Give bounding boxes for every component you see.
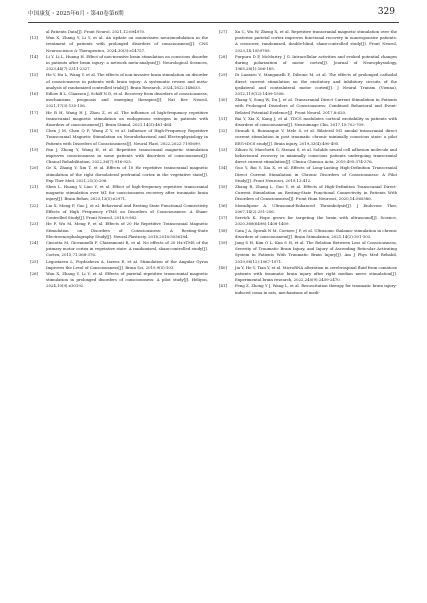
reference-entry xyxy=(30,91,208,110)
reference-number: [23] xyxy=(30,221,38,227)
reference-number: [27] xyxy=(219,29,227,34)
reference-entry xyxy=(30,240,208,259)
reference-text: Legostaeva L, Poydasheva A, Iazeva E, et al. Stimulation of the Angular Gyrus Improves the Level of Consciousness[J]. Brain Sci, 2019,9(5):103. xyxy=(46,258,208,270)
reference-entry xyxy=(30,128,208,147)
reference-entry xyxy=(30,221,208,240)
reference-text: Jang S H, Kim O L, Kim S H, et al. The Relation Between Loss of Consciousness, Severity of Traumatic Brain Injury, and Injury of Ascending Reticular Activating System in Patients With Traumatic Brain Injury[J]. Am J Phys Med Rehabil, 2019,98(12):1067-1071. xyxy=(235,239,397,264)
reference-number: [36] xyxy=(219,202,227,208)
reference-entry xyxy=(219,228,397,240)
reference-text: Bai Y, Xia X, Kang J, et al. TDCS modulates cortical excitability in patients with disorders of consciousness[J]. Neuroimage Clin, 2017,15:702-709. xyxy=(235,115,397,128)
reference-number: [38] xyxy=(219,227,227,233)
reference-number: [37] xyxy=(219,215,227,221)
reference-text: Wan X, Zhang Y, Li Y, et al. An update on noninvasive neuromodulation in the treatment of patients with prolonged disorders of consciousness[J]. CNS Neuroscience & Therapeutics, 2024,30(3):e14757. xyxy=(46,35,208,53)
reference-text: Purpura D P, McMurtry J G. Intracellular activities and evoked potential changes during polarization of motor cortex[J]. Journal of Neurophysiology, 1965,28(1):166-185. xyxy=(235,53,397,72)
reference-text: Jia Y, He Y, Tian Y, et al. MicroRNA alteration in cerebrospinal fluid from comatose patients with traumatic brain injury after right median nerve stimulation[J]. Experimental brain research, 2022,240(9):2459-2470. xyxy=(235,264,397,283)
reference-entry xyxy=(30,35,208,54)
reference-text: Zhang Y, Song W, Du J, et al. Transcranial Direct Current Stimulation in Patients with Prolonged Disorders of Consciousness: Combined Behavioral and Event-Related Potential Evidence[J]. Front Neurol, 2017,8:620. xyxy=(235,97,397,115)
reference-text: Moradipour A. Ultrasound-Enhanced Thrombolysis[J]. J Endovasc Ther, 2007,14(2):251-256. xyxy=(235,202,397,214)
reference-entry xyxy=(219,29,397,54)
reference-entry xyxy=(219,165,397,184)
reference-number: [18] xyxy=(30,128,38,134)
reference-text: Feng Z, Zhong Y J, Wang L, et al. Resuscitation therapy for traumatic brain injury-induced coma in rats, mechanisms of medi- xyxy=(235,283,397,295)
reference-number: [28] xyxy=(219,53,227,59)
reference-text: Servick K. Hope grows for targeting the brain with ultrasound[J]. Science, 2020,368(6498):1408-1409. xyxy=(235,215,397,227)
reference-text: Guo Y, Bai Y, Xia X, et al. Effects of Long-Lasting High-Definition Transcranial Direct Current Stimulation in Chronic Disorders of Consciousness: A Pilot Study[J]. Front Neurosci, 2019,13:412. xyxy=(235,165,397,183)
reference-text: Edlow B L, Claassen J, Schiff N D, et al. Recovery from disorders of consciousness, mechanisms, prognosis and emerging therapies[J]. Nat Rev Neurol, 2021,17(3):135-156. xyxy=(46,91,208,109)
reference-text: al Patients Data[J]. Front Neurol, 2021,12:694970. xyxy=(46,29,146,34)
reference-entry xyxy=(30,184,208,203)
reference-entry xyxy=(219,128,397,147)
reference-text: Straudi S, Bonsangue V, Mele S, et al. Bilateral M1 anodal transcranial direct current stimulation in post traumatic chronic minimally conscious state: a pilot EEG-tDCS study[J]. Brain injury, 2019,33(4):490-495. xyxy=(235,128,397,146)
reference-text: Li Y, Li L, Huang H. Effect of non-invasive brain stimulation on conscious disorder in patients after brain injury: a network meta-analysis[J]. Neurological Sciences, 2023,44(7):2311-2327. xyxy=(46,53,208,72)
reference-text: Wan X, Zhang Y, Li Y, et al. Effects of parietal repetitive transcranial magnetic stimulation in prolonged disorders of consciousness: A pilot study[J]. Heliyon, 2024,10(9):e30192. xyxy=(46,270,208,289)
reference-number: [19] xyxy=(30,146,38,152)
reference-text: Fan J, Zhong Y, Wang H, et al. Repetitive transcranial magnetic stimulation improves consciousness in some patients with disorders of consciousness[J]. Clinical Rehabilitation, 2022,36(7):916-925. xyxy=(46,146,208,165)
reference-entry xyxy=(30,110,208,129)
reference-number: [35] xyxy=(219,184,227,190)
reference-entry xyxy=(30,72,208,91)
reference-entry xyxy=(219,147,397,166)
reference-entry xyxy=(30,203,208,222)
reference-entry xyxy=(219,283,397,295)
reference-number: [31] xyxy=(219,115,227,121)
reference-number: [21] xyxy=(30,184,38,190)
reference-text: Xu C, Wu W, Zheng X, et al. Repetitive transcranial magnetic stimulation over the posterior parietal cortex improves functional recovery in nonresponsive patients: A crossover, randomized, double-blind, sham-controlled study[J]. Front Neurol, 2023,14:1059789. xyxy=(235,29,397,53)
reference-number: [20] xyxy=(30,165,38,171)
reference-number: [26] xyxy=(30,270,38,276)
reference-text: Zhang R, Zhang L, Guo Y, et al. Effects of High-Definition Transcranial Direct-Current Stimulation on Resting-State Functional Connectivity in Patients With Disorders of Consciousness[J]. Front Hum Neurosci, 2020,14:560586. xyxy=(235,184,397,202)
reference-number: [41] xyxy=(219,283,227,289)
reference-number: [14] xyxy=(30,53,38,59)
reference-entry xyxy=(219,240,397,265)
reference-entry xyxy=(30,147,208,166)
reference-number: [34] xyxy=(219,165,227,171)
reference-text: Zilioro N, Marchetti G, Strausi S, et al. Soluble neural cell adhesion molecule and behavioural recovery in minimally conscious patients undergoing transcranial direct current stimulation[J]. Clinica Chimica Acta, 2019,495:374-376. xyxy=(235,146,397,165)
reference-number: [13] xyxy=(30,35,38,41)
reference-text: Ge X, Zhang Y, Xin T, et al. Effects of 10 Hz repetitive transcranial magnetic stimulation of the right dorsolateral prefrontal cortex in the vegetative state[J]. Exp Ther Med, 2021,21(3):206. xyxy=(46,165,208,183)
reference-number: [15] xyxy=(30,72,38,78)
reference-number: [16] xyxy=(30,91,38,97)
references-right-column xyxy=(219,29,397,296)
reference-number: [22] xyxy=(30,202,38,208)
reference-text: Shen L, Huang Y, Liao Y, et al. Effect of high-frequency repetitive transcranial magnetic stimulation over M1 for consciousness recovery after traumatic brain injury[J]. Brain Behav, 2023,13(5):e2971. xyxy=(46,184,208,202)
reference-number: [25] xyxy=(30,258,38,264)
reference-number: [29] xyxy=(219,72,227,78)
reference-entry xyxy=(30,271,208,290)
reference-text: Cincotta M, Giovannelli F, Chiaramonti R, et al. No effects of 20 Hz-rTMS of the primary motor cortex in vegetative state: A randomised, sham-controlled study[J]. Cortex, 2015,71:368-376. xyxy=(46,239,208,258)
reference-text: Liu X, Meng F, Gao J, et al. Behavioral and Resting State Functional Connectivity Effects of High Frequency rTMS on Disorders of Consciousness: A Sham-Controlled Study[J]. Front Neurol, 2018,9:982. xyxy=(46,202,208,221)
reference-entry xyxy=(219,116,397,128)
reference-text: He R H, Wang H J, Zhou Z, et al. The influence of high-frequency repetitive transcranial magnetic stimulation on endogenous estrogen in patients with disorders of consciousness[J]. Brain Stimul, 2021,14(3):461-464. xyxy=(46,109,208,128)
reference-entry xyxy=(219,97,397,116)
reference-entry xyxy=(30,259,208,271)
reference-number: [33] xyxy=(219,146,227,152)
reference-number: [24] xyxy=(30,239,38,245)
reference-text: He F, Wu M, Meng F, et al. Effects of 20 Hz Repetitive Transcranial Magnetic Stimulation on Disorders of Consciousness: A Resting-State Electroencephalography Study[J]. Neural Plasticity, 2018,2018:5036184. xyxy=(46,221,208,239)
reference-entry xyxy=(219,184,397,203)
reference-text: Di Lazzaro V, Manganelli F, Dileone M, et al. The effects of prolonged cathodal direct current stimulation on the excitatory and inhibitory circuits of the ipsilateral and contralateral motor cortex[J]. J Neural Transm (Vienna), 2012,119(12):1499-1506. xyxy=(235,72,397,97)
reference-entry xyxy=(30,165,208,184)
reference-entry xyxy=(219,265,397,284)
reference-number: [30] xyxy=(219,97,227,103)
reference-entry xyxy=(30,54,208,73)
reference-entry xyxy=(219,72,397,97)
page-number: 329 xyxy=(377,7,395,17)
reference-text: Chen J M, Chen Q F, Wang Z Y, et al. Influence of High-Frequency Repetitive Transcranial Magnetic Stimulation on Neurobehavioral and Electrophysiology in Patients with Disorders of Consciousness[J]. Neural Plast, 2022,2022:7195699. xyxy=(46,128,208,146)
references-left-column xyxy=(30,29,208,290)
reference-entry xyxy=(219,54,397,73)
journal-running-head: 中国康复・2025年6月・第40卷第6期 xyxy=(28,11,124,17)
reference-entry xyxy=(219,203,397,215)
reference-number: [32] xyxy=(219,128,227,134)
reference-entry xyxy=(219,215,397,227)
reference-text: Cain J A, Spivak N M, Coetzee J P, et al. Ultrasonic thalamic stimulation in chronic disorders of consciousness[J]. Brain Stimulation, 2021,14(2):301-303. xyxy=(235,227,397,239)
reference-number: [17] xyxy=(30,109,38,115)
page-header xyxy=(28,7,399,23)
reference-number: [39] xyxy=(219,239,227,245)
reference-text: He Y, Hu L, Wang Y, et al. The effects of non-invasive brain stimulation on disorder of consciousness in patients with brain injury: A systematic review and meta-analysis of randomized controlled trials[J]. Brain Research, 2024,1822:148633. xyxy=(46,72,208,90)
reference-number: [40] xyxy=(219,264,227,270)
